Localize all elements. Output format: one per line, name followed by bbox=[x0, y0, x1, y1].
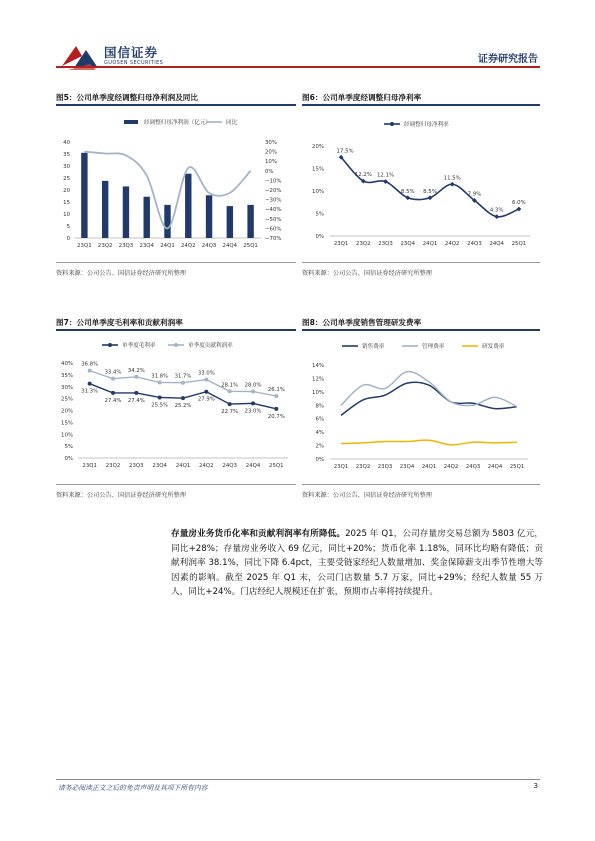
y-tick-label: 0% bbox=[315, 234, 324, 240]
bar-net-profit bbox=[164, 205, 170, 238]
figure-7-title: 图7：公司单季度毛利率和贡献利润率 bbox=[56, 318, 183, 327]
point-gross-margin bbox=[251, 401, 255, 405]
point-net-margin bbox=[428, 195, 433, 200]
x-tick-label: 24Q1 bbox=[175, 463, 191, 469]
header-divider bbox=[56, 66, 540, 68]
x-tick-label: 24Q1 bbox=[160, 243, 175, 249]
y-tick-label: 10% bbox=[312, 389, 324, 396]
y-tick-label: −50% bbox=[265, 216, 282, 223]
data-label: 27.9% bbox=[197, 396, 215, 403]
footer-disclaimer: 请务必阅读正文之后的免责声明及其项下所有内容 bbox=[58, 784, 208, 792]
x-tick-label: 23Q3 bbox=[378, 241, 393, 247]
data-label: 11.5% bbox=[443, 175, 461, 182]
point-net-margin bbox=[494, 214, 499, 219]
y-tick-label: 20% bbox=[265, 149, 277, 156]
point-net-margin bbox=[516, 207, 521, 212]
y-tick-label: 15 bbox=[63, 200, 70, 206]
x-tick-label: 24Q1 bbox=[422, 241, 438, 247]
data-label: 31.3% bbox=[81, 388, 99, 395]
point-contribution-margin bbox=[134, 375, 138, 379]
figure-5-chart bbox=[56, 108, 296, 258]
y-tick-label: 5% bbox=[64, 444, 73, 451]
x-tick-label: 23Q4 bbox=[139, 243, 154, 249]
y-tick-label: −60% bbox=[265, 226, 282, 233]
logo-name-english: GUOSEN SECURITIES bbox=[104, 60, 164, 66]
x-tick-label: 24Q1 bbox=[421, 464, 437, 470]
data-label: 27.4% bbox=[104, 397, 122, 404]
data-label: 17.5% bbox=[336, 148, 354, 155]
data-label: 12.2% bbox=[354, 172, 372, 179]
data-label: 22.7% bbox=[221, 409, 239, 416]
figure-7-source: 资料来源：公司公告、国信证券经济研究所整理 bbox=[56, 492, 186, 499]
x-tick-label: 24Q3 bbox=[465, 464, 481, 470]
x-tick-label: 25Q1 bbox=[509, 464, 525, 470]
x-tick-label: 24Q4 bbox=[487, 464, 503, 470]
point-contribution-margin bbox=[204, 378, 208, 382]
paragraph-lead: 存量房业务货币化率和贡献利润率有所降低。 bbox=[171, 529, 346, 539]
figure-6-title: 图6：公司单季度经调整归母净利率 bbox=[302, 93, 422, 102]
point-gross-margin bbox=[111, 391, 115, 395]
y-tick-label: 30% bbox=[61, 384, 73, 391]
data-label: 34.2% bbox=[127, 367, 145, 374]
x-tick-label: 24Q4 bbox=[222, 243, 238, 249]
figure-7-top-rule bbox=[56, 329, 296, 331]
bar-net-profit bbox=[81, 153, 87, 238]
x-tick-label: 25Q1 bbox=[511, 241, 527, 247]
figure-6-bottom-rule bbox=[302, 262, 540, 263]
chart-fig8-svg bbox=[302, 333, 540, 478]
y-tick-label: 20 bbox=[63, 188, 70, 194]
x-tick-label: 24Q2 bbox=[444, 241, 460, 247]
x-tick-label: 25Q1 bbox=[269, 463, 284, 469]
point-net-margin bbox=[450, 182, 455, 187]
figure-8-bottom-rule bbox=[302, 484, 540, 485]
data-label: 8.5% bbox=[400, 188, 415, 195]
y-tick-label: 10% bbox=[265, 159, 277, 166]
y-tick-label: 20% bbox=[61, 408, 73, 415]
figure-6-chart bbox=[302, 108, 540, 258]
data-label: 4.3% bbox=[489, 207, 504, 214]
y-tick-label: 4% bbox=[315, 430, 324, 437]
data-label: 33.4% bbox=[104, 369, 122, 376]
legend-rd-expense-text: 研发费率 bbox=[482, 344, 505, 350]
point-contribution-margin bbox=[251, 390, 255, 394]
x-tick-label: 23Q2 bbox=[105, 463, 121, 469]
x-tick-label: 24Q3 bbox=[201, 243, 217, 249]
line-admin-expense bbox=[341, 372, 517, 407]
legend-yoy-text: 同比 bbox=[226, 120, 238, 126]
y-tick-label: 0 bbox=[66, 236, 70, 242]
x-tick-label: 23Q1 bbox=[82, 463, 97, 469]
y-tick-label: −70% bbox=[265, 236, 282, 242]
bar-net-profit bbox=[123, 186, 129, 238]
data-label: 27.4% bbox=[127, 397, 145, 404]
chart-fig6-svg bbox=[302, 108, 540, 258]
x-tick-label: 24Q2 bbox=[199, 463, 214, 469]
data-label: 31.8% bbox=[151, 373, 169, 380]
data-label: 25.5% bbox=[151, 402, 169, 409]
point-gross-margin bbox=[134, 391, 138, 395]
y-tick-label: 15% bbox=[312, 166, 324, 173]
legend-net-profit-swatch bbox=[124, 120, 138, 124]
x-tick-label: 24Q3 bbox=[467, 241, 482, 247]
point-contribution-margin bbox=[111, 377, 115, 381]
report-type-label: 证券研究报告 bbox=[478, 54, 538, 65]
y-tick-label: 14% bbox=[312, 363, 324, 369]
data-label: 12.1% bbox=[376, 172, 395, 179]
paragraph-text: 2025 年 Q1，公司存量房交易总额为 5803 亿元，同比+28%；存量房业务收入 69 亿元，同比+20%；货币化率 1.18%，同环比均略有降低；贡献利润率 38.1%，同比下降 6.4pct，主要受链家经纪人数量增加、奖金保障薪支出季节性增大等因素的影响。截至 2025 年 Q1 末，公司门店数量 5.7 万家，同比+29%；经纪人数量 55 万人，同比+24%。门店经纪人规模还在扩张，预期市占率将持续提升。 bbox=[171, 529, 543, 598]
y-tick-label: 8% bbox=[315, 403, 324, 410]
y-tick-label: 10% bbox=[312, 189, 324, 195]
data-label: 28.1% bbox=[221, 382, 239, 389]
y-tick-label: 5% bbox=[315, 211, 324, 218]
figure-8-title: 图8：公司单季度销售管理研发费率 bbox=[302, 318, 422, 327]
y-tick-label: 35% bbox=[61, 372, 73, 379]
figure-7-bottom-rule bbox=[56, 484, 296, 485]
company-logo bbox=[60, 40, 180, 74]
bar-net-profit bbox=[185, 174, 191, 238]
y-tick-label: −20% bbox=[265, 188, 282, 194]
legend-contribution-margin-text: 单季度贡献利润率 bbox=[188, 343, 233, 349]
point-contribution-margin bbox=[88, 369, 92, 373]
bar-net-profit bbox=[227, 206, 233, 238]
legend-selling-expense-text: 销售费率 bbox=[362, 344, 385, 350]
point-contribution-margin bbox=[228, 389, 232, 393]
point-gross-margin bbox=[274, 407, 278, 411]
line-rd-expense bbox=[341, 440, 517, 445]
x-tick-label: 24Q2 bbox=[443, 464, 459, 470]
y-tick-label: 5 bbox=[66, 224, 70, 230]
point-gross-margin bbox=[181, 396, 185, 400]
x-tick-label: 23Q4 bbox=[152, 463, 167, 469]
legend-gross-margin-marker bbox=[108, 343, 112, 347]
figure-5-bottom-rule bbox=[56, 262, 296, 263]
figure-5-top-rule bbox=[56, 104, 296, 106]
figure-8-source: 资料来源：公司公告、国信证券经济研究所整理 bbox=[302, 492, 432, 499]
logo-name: 国信证券 bbox=[104, 45, 159, 60]
y-tick-label: 40% bbox=[61, 361, 73, 367]
data-label: 26.1% bbox=[267, 387, 285, 394]
legend-gross-margin-text: 单季度毛利率 bbox=[122, 343, 156, 349]
legend-net-profit-text: 经调整归母净利润（亿元） bbox=[144, 120, 212, 126]
y-tick-label: 12% bbox=[312, 376, 324, 383]
y-tick-label: 10 bbox=[63, 212, 70, 218]
bar-net-profit bbox=[144, 197, 150, 238]
x-tick-label: 23Q2 bbox=[356, 241, 371, 247]
body-paragraph bbox=[171, 527, 543, 600]
point-contribution-margin bbox=[274, 394, 278, 398]
point-gross-margin bbox=[204, 390, 208, 394]
legend-contribution-margin-marker bbox=[174, 343, 178, 347]
data-label: 7.9% bbox=[467, 191, 482, 198]
legend-net-margin-text: 经调整归母净利率 bbox=[404, 122, 449, 128]
x-tick-label: 25Q1 bbox=[243, 243, 258, 249]
x-tick-label: 24Q3 bbox=[222, 463, 237, 469]
point-gross-margin bbox=[88, 382, 92, 386]
bar-net-profit bbox=[206, 195, 212, 238]
figure-5-source: 资料来源：公司公告、国信证券经济研究所整理 bbox=[56, 270, 186, 277]
logo-mark-icon bbox=[60, 40, 100, 74]
y-tick-label: 35 bbox=[63, 152, 70, 158]
y-tick-label: −10% bbox=[265, 178, 282, 185]
page-number: 3 bbox=[533, 782, 538, 790]
data-label: 8.5% bbox=[423, 188, 437, 195]
point-gross-margin bbox=[228, 402, 232, 406]
data-label: 25.2% bbox=[174, 403, 192, 410]
figure-8-top-rule bbox=[302, 329, 540, 331]
figure-5-title: 图5：公司单季度经调整归母净利润及同比 bbox=[56, 93, 198, 102]
x-tick-label: 23Q2 bbox=[97, 243, 113, 249]
y-tick-label: 40 bbox=[63, 140, 70, 146]
point-gross-margin bbox=[158, 395, 162, 399]
x-tick-label: 23Q1 bbox=[333, 464, 349, 470]
x-tick-label: 24Q2 bbox=[181, 243, 196, 249]
figure-7-chart bbox=[56, 333, 296, 478]
x-tick-label: 23Q1 bbox=[333, 241, 349, 247]
y-tick-label: 0% bbox=[64, 456, 73, 462]
y-tick-label: −30% bbox=[265, 197, 282, 204]
bar-net-profit bbox=[102, 181, 108, 238]
data-label: 23.0% bbox=[244, 408, 262, 415]
y-tick-label: 10% bbox=[61, 432, 73, 439]
y-tick-label: 25% bbox=[61, 396, 73, 403]
x-tick-label: 23Q3 bbox=[377, 464, 393, 470]
y-tick-label: 15% bbox=[61, 420, 73, 427]
data-label: 33.0% bbox=[197, 370, 215, 377]
data-label: 20.7% bbox=[267, 413, 285, 420]
y-tick-label: −40% bbox=[265, 207, 282, 214]
data-label: 6.0% bbox=[512, 200, 526, 206]
y-tick-label: 0% bbox=[315, 457, 324, 463]
data-label: 36.8% bbox=[81, 361, 99, 368]
x-tick-label: 23Q4 bbox=[399, 464, 415, 470]
point-contribution-margin bbox=[158, 380, 162, 384]
data-label: 31.7% bbox=[174, 373, 192, 380]
figure-8-chart bbox=[302, 333, 540, 478]
x-tick-label: 23Q3 bbox=[118, 243, 134, 249]
y-tick-label: 2% bbox=[315, 443, 324, 450]
legend-net-margin-marker bbox=[390, 122, 394, 126]
legend-admin-expense-text: 管理费率 bbox=[422, 344, 445, 350]
y-tick-label: 30% bbox=[265, 140, 277, 146]
data-label: 28.0% bbox=[244, 382, 262, 389]
x-tick-label: 24Q4 bbox=[489, 241, 504, 247]
x-tick-label: 23Q2 bbox=[355, 464, 371, 470]
chart-fig7-svg bbox=[56, 333, 296, 478]
point-contribution-margin bbox=[181, 381, 185, 385]
y-tick-label: 0% bbox=[265, 168, 274, 175]
x-tick-label: 23Q1 bbox=[77, 243, 92, 249]
y-tick-label: 25 bbox=[63, 176, 70, 182]
chart-fig5-svg bbox=[56, 108, 296, 258]
bar-net-profit bbox=[247, 205, 253, 238]
y-tick-label: 6% bbox=[315, 416, 324, 423]
x-tick-label: 23Q4 bbox=[400, 241, 416, 247]
x-tick-label: 24Q4 bbox=[245, 463, 261, 469]
figure-6-top-rule bbox=[302, 104, 540, 106]
y-tick-label: 30 bbox=[63, 164, 70, 170]
x-tick-label: 23Q3 bbox=[129, 463, 144, 469]
y-tick-label: 20% bbox=[312, 144, 324, 150]
figure-6-source: 资料来源：公司公告、国信证券经济研究所整理 bbox=[302, 270, 432, 277]
footer-divider bbox=[56, 779, 540, 780]
